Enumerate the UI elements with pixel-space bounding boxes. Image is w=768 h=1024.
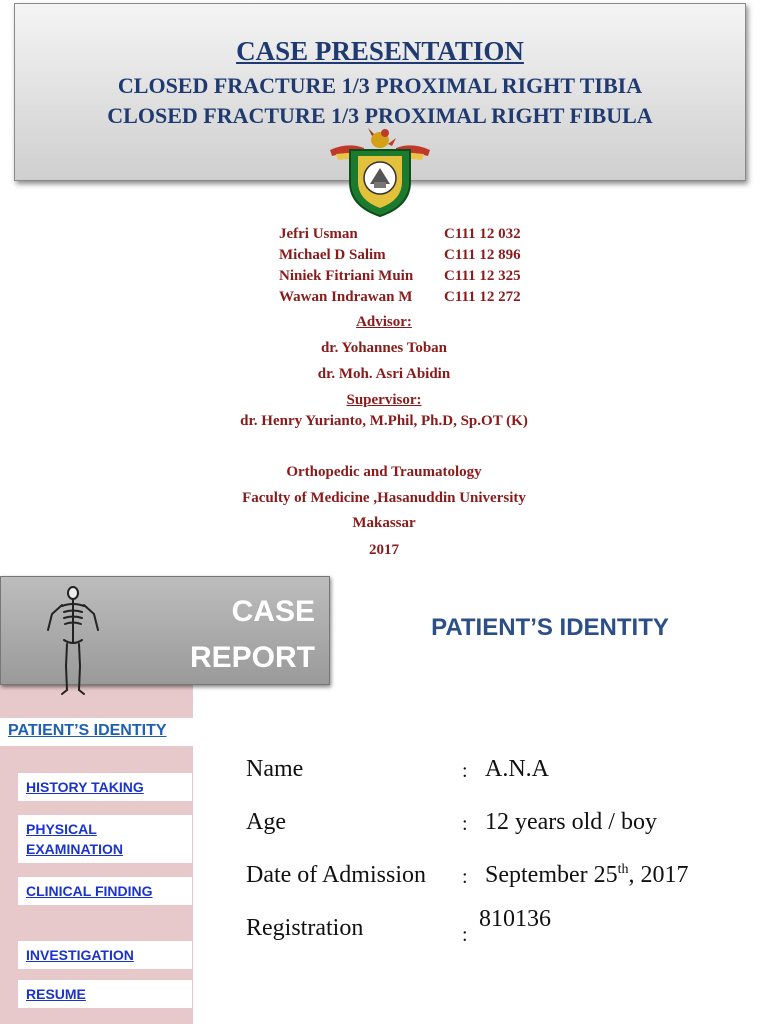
diagnosis-fibula: CLOSED FRACTURE 1/3 PROXIMAL RIGHT FIBULA [107, 103, 653, 128]
case-report-line: CASE [231, 595, 315, 628]
member-row [279, 287, 579, 308]
date-part: September 25 [485, 862, 618, 888]
field-colon: : [462, 866, 468, 888]
city: Makassar [352, 515, 416, 531]
advisor-name: dr. Yohannes Toban [320, 340, 448, 356]
date-part: , 2017 [628, 862, 689, 888]
patient-identity-slide [0, 574, 768, 1024]
presentation-title: CASE PRESENTATION [236, 36, 524, 66]
year: 2017 [369, 542, 399, 558]
field-label-name: Name [246, 756, 304, 782]
field-label-registration: Registration [246, 915, 364, 941]
supervisor-label: Supervisor: [346, 392, 422, 408]
member-row [279, 245, 579, 266]
nav-item-history-taking[interactable]: HISTORY TAKING [18, 773, 192, 801]
field-value-registration: 810136 [479, 906, 551, 932]
sidebar-nav [0, 685, 193, 1024]
advisor-label: Advisor: [356, 314, 412, 330]
members-list [279, 224, 579, 308]
member-name: Jefri Usman [279, 226, 358, 242]
diagnosis-tibia: CLOSED FRACTURE 1/3 PROXIMAL RIGHT TIBIA [117, 73, 643, 98]
date-ordinal: th [617, 862, 629, 877]
nav-item-resume[interactable]: RESUME [18, 980, 192, 1008]
field-colon: : [462, 924, 468, 946]
field-colon: : [462, 813, 468, 835]
nav-item-physical-examination[interactable]: PHYSICAL EXAMINATION [18, 815, 192, 863]
member-name: Michael D Salim [279, 247, 386, 263]
field-label-age: Age [246, 809, 286, 835]
university-emblem [328, 124, 432, 220]
nav-item-patient-identity[interactable] [0, 718, 193, 746]
slide-heading: PATIENT’S IDENTITY [431, 614, 669, 641]
supervisor-name: dr. Henry Yurianto, M.Phil, Ph.D, Sp.OT (K) [240, 413, 528, 429]
field-colon: : [462, 760, 468, 782]
member-id: C111 12 032 [444, 226, 521, 242]
advisor-name: dr. Moh. Asri Abidin [317, 366, 451, 382]
member-id: C111 12 896 [444, 247, 521, 263]
nav-item-clinical-finding[interactable]: CLINICAL FINDING [18, 877, 192, 905]
field-label-admission-date: Date of Admission [246, 862, 426, 888]
field-value-age: 12 years old / boy [485, 809, 657, 835]
department: Orthopedic and Traumatology [286, 464, 482, 480]
nav-item-label: PATIENT’S IDENTITY [8, 722, 167, 739]
faculty: Faculty of Medicine ,Hasanuddin University [242, 490, 526, 506]
field-value-name: A.N.A [485, 756, 549, 782]
member-row [279, 224, 579, 245]
member-name: Niniek Fitriani Muin [279, 268, 414, 284]
field-value-admission-date [485, 862, 689, 889]
skeleton-icon [42, 584, 104, 696]
case-report-line: REPORT [189, 641, 315, 674]
case-report-title [190, 589, 315, 681]
nav-item-investigation[interactable]: INVESTIGATION [18, 941, 192, 969]
member-id: C111 12 325 [444, 268, 521, 284]
member-id: C111 12 272 [444, 289, 521, 305]
member-row [279, 266, 579, 287]
member-name: Wawan Indrawan M [279, 289, 413, 305]
